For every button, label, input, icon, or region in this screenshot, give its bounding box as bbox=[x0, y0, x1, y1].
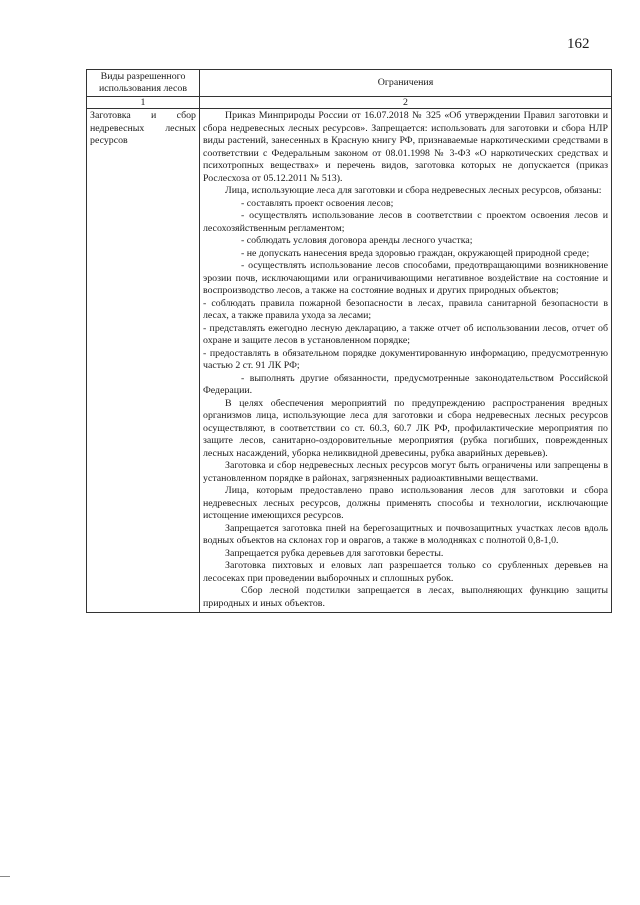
list-item: - соблюдать условия договора аренды лесного участка; bbox=[241, 235, 473, 246]
list-item: - предоставлять в обязательном порядке документированную информацию, предусмотренную частью 2 ст. 91 ЛК РФ; bbox=[203, 347, 608, 371]
column-number-2: 2 bbox=[200, 97, 612, 109]
paragraph: Заготовка пихтовых и еловых лап разрешается только со срубленных деревьев на лесосеках при проведении выборочных и сплошных рубок. bbox=[203, 560, 608, 584]
header-forest-use-types: Виды разрешенного использования лесов bbox=[87, 70, 200, 97]
list-item: - выполнять другие обязанности, предусмотренные законодательством Российской Федерации. bbox=[203, 372, 608, 396]
column-number-1: 1 bbox=[87, 97, 200, 109]
margin-mark bbox=[0, 876, 10, 877]
paragraph: Лица, которым предоставлено право использования лесов для заготовки и сбора недревесных лесных ресурсов, должны применять способы и технологии, исключающие истощение имеющихся ресурсов. bbox=[203, 485, 608, 521]
restrictions-table bbox=[86, 69, 612, 613]
paragraph: Запрещается заготовка пней на берегозащитных и почвозащитных участках лесов вдоль водных объектов на склонах гор и оврагов, а также в молодняках с полнотой 0,8-1,0. bbox=[203, 522, 608, 546]
list-item: - осуществлять использование лесов в соответствии с проектом освоения лесов и лесохозяйственным регламентом; bbox=[203, 210, 608, 234]
paragraph: Запрещается рубка деревьев для заготовки бересты. bbox=[225, 547, 444, 559]
restrictions-cell bbox=[200, 109, 612, 613]
list-item: - не допускать нанесения вреда здоровью граждан, окружающей природной среде; bbox=[241, 247, 590, 259]
table-header-row bbox=[87, 70, 612, 97]
list-item: - представлять ежегодно лесную декларацию, а также отчет об использовании лесов, отчет об охране и защите лесов в установленном порядке; bbox=[203, 322, 608, 346]
header-restrictions: Ограничения bbox=[200, 70, 612, 97]
list-item: - составлять проект освоения лесов; bbox=[241, 197, 394, 209]
paragraph: Заготовка и сбор недревесных лесных ресурсов могут быть ограничены или запрещены в установленном порядке в районах, загрязненных радиоактивными веществами. bbox=[203, 460, 608, 484]
list-item: - соблюдать правила пожарной безопасности в лесах, правила санитарной безопасности в лесах, а также правила ухода за лесами; bbox=[203, 297, 608, 321]
column-number-row bbox=[87, 97, 612, 109]
forest-use-type: Заготовка и сбор недревесных лесных ресурсов bbox=[87, 109, 200, 613]
page-number: 162 bbox=[567, 36, 590, 52]
paragraph: В целях обеспечения мероприятий по предупреждению распространения вредных организмов лица, использующие леса для заготовки и сбора недревесных лесных ресурсов осуществляют, в соответствии со ст. 60.3, 60.7 ЛК РФ, профилактические мероприятия по защите лесов, санитарно-оздоровительные мероприятия (рубка погибших, поврежденных лесных насаждений, уборка неликвидной древесины, рубка аварийных деревьев). bbox=[203, 397, 608, 459]
paragraph: Лица, использующие леса для заготовки и сбора недревесных лесных ресурсов, обязаны: bbox=[225, 185, 602, 196]
paragraph: Приказ Минприроды России от 16.07.2018 № 325 «Об утверждении Правил заготовки и сбора недревесных лесных ресурсов». Запрещается: использовать для заготовки и сбора НЛР виды растений, занесенных в Красную книгу РФ, признаваемые наркотическими средствами в соответствии с Федеральным законом от 08.01.1998 № 3-ФЗ «О наркотических средствах и психотропных веществах» и перечень видов, заготовка которых не допускается (приказ Рослесхоза от 05.12.2011 № 513). bbox=[203, 110, 608, 184]
table-row bbox=[87, 109, 612, 613]
paragraph: Сбор лесной подстилки запрещается в лесах, выполняющих функцию защиты природных и иных объектов. bbox=[203, 585, 608, 609]
list-item: - осуществлять использование лесов способами, предотвращающими возникновение эрозии почв, исключающими или ограничивающими негативное воздействие на состояние и воспроизводство лесов, а также на состояние водных и других природных объектов; bbox=[203, 260, 608, 296]
